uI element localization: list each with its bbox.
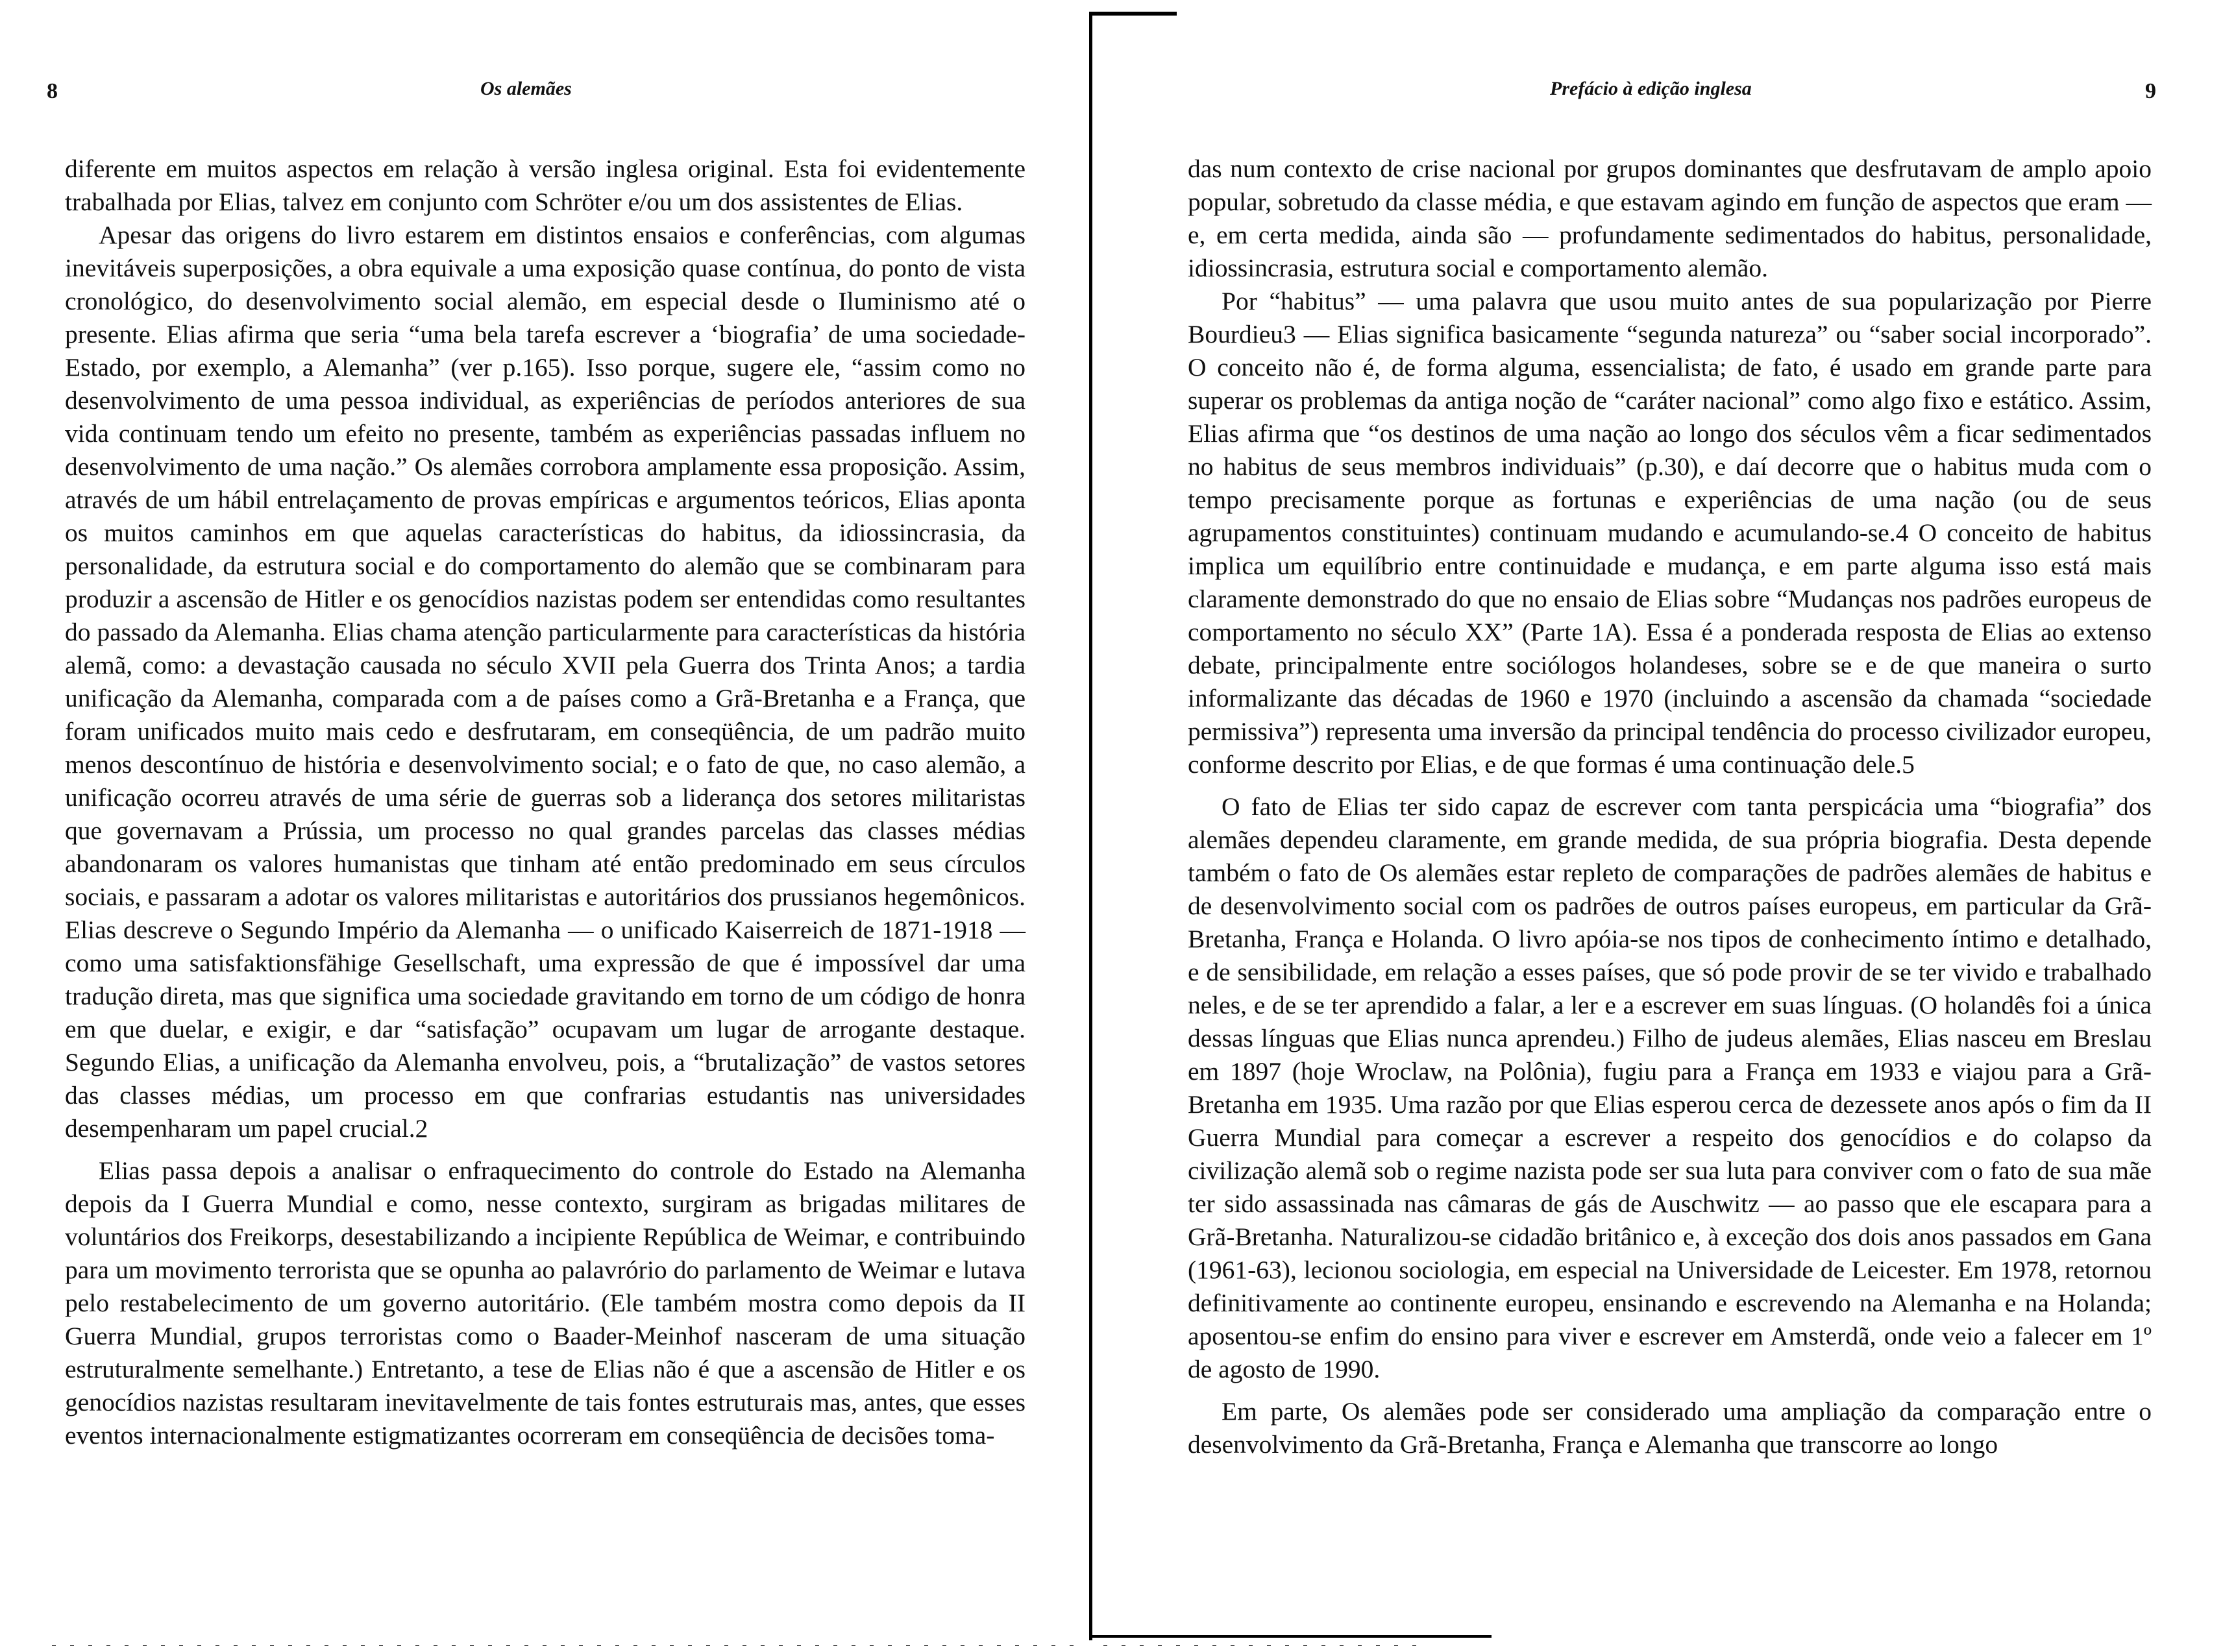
left-page bbox=[0, 0, 1071, 1652]
paragraph: Em parte, Os alemães pode ser considerado uma ampliação da comparação entre o desenvolvimento da Grã-Bretanha, França e Alemanha que transcorre ao longo bbox=[1188, 1397, 2152, 1459]
paragraph: Por “habitus” — uma palavra que usou muito antes de sua popularização por Pierre Bourdieu3 — Elias significa basicamente “segunda natureza” ou “saber social incorporado”. O conceito não é, de forma alguma, essencialista; de fato, é usado em grande parte para superar os problemas da antiga noção de “caráter nacional” como algo fixo e estático. Assim, Elias afirma que “os destinos de uma nação ao longo dos séculos vêm a ficar sedimentados no habitus de seus membros individuais” (p.30), e daí decorre que o habitus muda com o tempo precisamente porque as fortunas e experiências de uma nação (ou de seus agrupamentos constituintes) continuam mudando e acumulando-se.4 O conceito de habitus implica um equilíbrio entre continuidade e mudança, e em parte alguma isso está mais claramente demonstrado do que no ensaio de Elias sobre “Mudanças nos padrões europeus de comportamento no século XX” (Parte 1A). Essa é a ponderada resposta de Elias ao extenso debate, principalmente entre sociólogos holandeses, sobre se e de que maneira o surto informalizante das décadas de 1960 e 1970 (incluindo a ascensão da chamada “sociedade permissiva”) representa uma inversão da principal tendência do processo civilizador europeu, conforme descrito por Elias, e de que formas é uma continuação dele.5 bbox=[1188, 287, 2152, 779]
scan-noise-left bbox=[52, 1645, 1077, 1646]
paragraph: das num contexto de crise nacional por grupos dominantes que desfrutavam de amplo apoio popular, sobretudo da classe média, e que estavam agindo em função de aspectos que eram — e, em certa medida, ainda são — profundamente sedimentados do habitus, personalidade, idiossincrasia, estrutura social e comportamento alemão. bbox=[1188, 154, 2152, 282]
paragraph: Apesar das origens do livro estarem em distintos ensaios e conferências, com algumas inevitáveis superposições, a obra equivale a uma exposição quase contínua, do ponto de vista cronológico, do desenvolvimento social alemão, em especial desde o Iluminismo até o presente. Elias afirma que seria “uma bela tarefa escrever a ‘biografia’ de uma sociedade-Estado, por exemplo, a Alemanha” (ver p.165). Isso porque, sugere ele, “assim como no desenvolvimento de uma pessoa individual, as experiências de períodos anteriores de sua vida continuam tendo um efeito no presente, também as experiências passadas influem no desenvolvimento de uma nação.” Os alemães corrobora amplamente essa proposição. Assim, através de um hábil entrelaçamento de provas empíricas e argumentos teóricos, Elias aponta os muitos caminhos em que aquelas características do habitus, da idiossincrasia, da personalidade, da estrutura social e do comportamento do alemão que se combinaram para produzir a ascensão de Hitler e os genocídios nazistas podem ser entendidas como resultantes do passado da Alemanha. Elias chama atenção particularmente para características da história alemã, como: a devastação causada no século XVII pela Guerra dos Trinta Anos; a tardia unificação da Alemanha, comparada com a de países como a Grã-Bretanha e a França, que foram unificados muito mais cedo e desfrutaram, em conseqüência, de um padrão muito menos descontínuo de história e desenvolvimento social; e o fato de que, no caso alemão, a unificação ocorreu através de uma série de guerras sob a liderança dos setores militaristas que governavam a Prússia, um processo no qual grandes parcelas das classes médias abandonaram os valores humanistas que tinham até então predominado em seus círculos sociais, e passaram a adotar os valores militaristas e autoritários dos prussianos hegemônicos. Elias descreve o Segundo Império da Alemanha — o unificado Kaiserreich de 1871-1918 — como uma satisfaktionsfähige Gesellschaft, uma expressão de que é impossível dar uma tradução direta, mas que significa uma sociedade gravitando em torno de um código de honra em que duelar, e exigir, e dar “satisfação” ocupavam um lugar de arrogante destaque. Segundo Elias, a unificação da Alemanha envolveu, pois, a “brutalização” de vastos setores das classes médias, um processo em que confrarias estudantis nas universidades desempenharam um papel crucial.2 bbox=[65, 221, 1026, 1143]
running-head-left: Os alemães bbox=[480, 78, 572, 99]
running-head-right: Prefácio à edição inglesa bbox=[1550, 78, 1752, 99]
body-text-left bbox=[65, 152, 1026, 1452]
body-text-right bbox=[1188, 152, 2152, 1461]
right-page bbox=[1097, 0, 2223, 1652]
page-number-left: 8 bbox=[47, 79, 58, 103]
paragraph: Elias passa depois a analisar o enfraquecimento do controle do Estado na Alemanha depois da I Guerra Mundial e como, nesse contexto, surgiram as brigadas militares de voluntários dos Freikorps, desestabilizando a incipiente República de Weimar, e contribuindo para um movimento terrorista que se opunha ao palavrório do parlamento de Weimar e lutava pelo restabelecimento de um governo autoritário. (Ele também mostra como depois da II Guerra Mundial, grupos terroristas como o Baader-Meinhof nasceram de uma situação estruturalmente semelhante.) Entretanto, a tese de Elias não é que a ascensão de Hitler e os genocídios nazistas resultaram inevitavelmente de tais fontes estruturais mas, antes, que esses eventos internacionalmente estigmatizantes ocorreram em conseqüência de decisões toma- bbox=[65, 1156, 1026, 1450]
page-number-right: 9 bbox=[2145, 79, 2156, 103]
paragraph: diferente em muitos aspectos em relação à versão inglesa original. Esta foi evidentemente trabalhada por Elias, talvez em conjunto com Schröter e/ou um dos assistentes de Elias. bbox=[65, 154, 1026, 216]
paragraph: O fato de Elias ter sido capaz de escrever com tanta perspicácia uma “biografia” dos alemães dependeu claramente, em grande medida, de sua própria biografia. Desta depende também o fato de Os alemães estar repleto de comparações de padrões alemães de habitus e de desenvolvimento social com os padrões de outros países europeus, em particular da Grã-Bretanha, França e Holanda. O livro apóia-se nos tipos de conhecimento íntimo e detalhado, e de sensibilidade, em relação a esses países, que só pode provir de se ter vivido e trabalhado neles, e de se ter aprendido a falar, a ler e a escrever em suas línguas. (O holandês foi a única dessas línguas que Elias nunca aprendeu.) Filho de judeus alemães, Elias nasceu em Breslau em 1897 (hoje Wroclaw, na Polônia), fugiu para a França em 1933 e viajou para a Grã-Bretanha em 1935. Uma razão por que Elias esperou cerca de dezessete anos após o fim da II Guerra Mundial para começar a escrever a respeito dos genocídios e do colapso da civilização alemã sob o regime nazista pode ser sua luta para conviver com o fato de sua mãe ter sido assassinada nas câmaras de gás de Auschwitz — ao passo que ele escapara para a Grã-Bretanha. Naturalizou-se cidadão britânico e, à exceção dos dois anos passados em Gana (1961-63), lecionou sociologia, em especial na Universidade de Leicester. Em 1978, retornou definitivamente ao continente europeu, ensinando e escrevendo na Alemanha e na Holanda; aposentou-se enfim do ensino para viver e escrever em Amsterdã, onde veio a falecer em 1º de agosto de 1990. bbox=[1188, 792, 2152, 1383]
binding-gutter-line bbox=[1089, 12, 1092, 1640]
